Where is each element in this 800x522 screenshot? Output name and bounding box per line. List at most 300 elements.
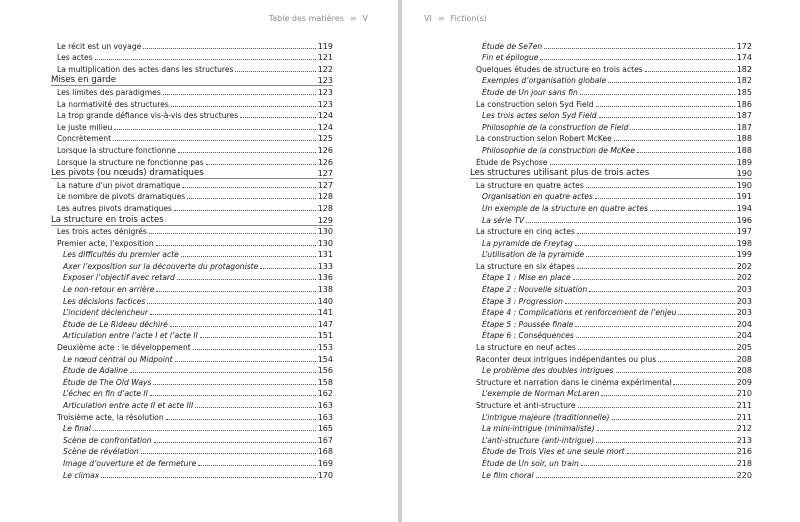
toc-entry	[51, 237, 333, 249]
toc-entry-page: 131	[317, 250, 333, 260]
toc-entry-title: La construction selon Robert McKee	[476, 134, 612, 144]
dot-leader	[650, 210, 735, 211]
toc-entry	[51, 272, 333, 284]
dot-leader	[576, 337, 735, 338]
dot-leader	[150, 395, 316, 396]
dot-leader	[93, 430, 316, 431]
toc-entry-page: 163	[317, 401, 333, 410]
toc-entry-title: Le récit est un voyage	[57, 41, 142, 51]
toc-entry	[51, 318, 333, 330]
toc-entry-page: 186	[736, 99, 752, 109]
dot-leader	[156, 245, 316, 246]
dot-leader	[630, 129, 734, 130]
toc-entry	[470, 144, 752, 156]
dot-leader	[141, 453, 316, 454]
toc-entry	[51, 307, 333, 319]
toc-entry	[51, 399, 333, 411]
dot-leader	[101, 477, 315, 478]
toc-entry-title: Fin et épilogue	[482, 53, 539, 63]
toc-entry-page: 188	[736, 134, 752, 144]
toc-entry-page: 130	[317, 227, 333, 237]
left-header-page-number: V	[362, 14, 368, 23]
toc-entry	[470, 295, 752, 307]
toc-entry	[51, 98, 333, 110]
dot-leader	[586, 256, 735, 257]
dot-leader	[658, 361, 735, 362]
toc-entry	[470, 98, 752, 110]
toc-entry-title: La trop grande défiance vis-à-vis des structures	[57, 111, 239, 121]
toc-entry-page: 128	[317, 203, 333, 213]
dot-leader	[580, 94, 735, 95]
toc-entry-title: Troisième acte, la résolution	[57, 412, 164, 422]
dot-leader	[114, 129, 315, 130]
toc-entry-title: Étape 1 : Mise en place	[482, 273, 571, 283]
toc-entry-page: 220	[736, 470, 752, 480]
toc-entry-title: Étude de Un jour sans fin	[482, 87, 578, 97]
toc-entry	[51, 330, 333, 342]
dot-leader	[627, 453, 735, 454]
toc-entry-title: Les décisions factices	[63, 296, 146, 306]
header-separator-icon: ≡	[437, 14, 445, 23]
toc-entry	[51, 423, 333, 435]
toc-entry	[51, 133, 333, 145]
left-running-header	[269, 14, 368, 23]
toc-entry-page: 130	[317, 238, 333, 248]
toc-entry	[470, 353, 752, 365]
toc-entry	[51, 260, 333, 272]
toc-entry-title: Articulation entre l’acte I et l’acte II	[63, 331, 198, 341]
toc-entry	[51, 365, 333, 377]
toc-entry-page: 190	[736, 180, 752, 190]
dot-leader	[616, 372, 735, 373]
toc-entry-title: La structure en cinq actes	[476, 227, 575, 237]
toc-entry-page: 213	[736, 435, 752, 445]
dot-leader	[586, 187, 735, 188]
toc-entry-page: 129	[317, 215, 333, 225]
toc-entry-page: 169	[317, 458, 333, 468]
toc-entry-page: 211	[736, 401, 752, 410]
toc-entry-title: Étude de Se7en	[482, 41, 543, 51]
toc-entry-title: La structure en neuf actes	[476, 343, 576, 353]
toc-entry	[51, 226, 333, 238]
toc-entry-title: L’exemple de Norman McLaren	[482, 389, 600, 399]
toc-entry-page: 162	[317, 389, 333, 399]
toc-entry-page: 124	[317, 111, 333, 121]
toc-entry-title: Les trois actes dénigrés	[57, 227, 147, 237]
toc-entry-page: 170	[317, 470, 333, 480]
toc-entry-title: Le final	[63, 424, 91, 434]
toc-entry	[51, 110, 333, 122]
toc-entry	[470, 110, 752, 122]
toc-entry-title: Étape 4 : Complications et renforcement de l’enjeu	[482, 308, 677, 318]
toc-entry-title: La multiplication des actes dans les structures	[57, 64, 234, 74]
toc-entry-title: Lorsque la structure fonctionne	[57, 145, 176, 155]
toc-entry	[51, 376, 333, 388]
left-header-title: Table des matières	[268, 14, 344, 23]
toc-entry-title: Les pivots (ou nœuds) dramatiques	[51, 168, 204, 179]
right-page	[402, 0, 800, 522]
toc-entry-page: 141	[317, 308, 333, 318]
toc-entry-title: Articulation entre acte II et acte III	[63, 401, 194, 410]
toc-entry-page: 174	[736, 53, 752, 63]
toc-entry-title: Scène de confrontation	[63, 435, 152, 445]
toc-entry-title: La structure en trois actes	[51, 214, 164, 225]
toc-entry-title: L’échec en fin d’acte II	[63, 389, 148, 399]
toc-entry-page: 204	[736, 331, 752, 341]
dot-leader	[608, 82, 735, 83]
toc-entry-page: 126	[317, 157, 333, 167]
toc-entry-title: Structure et narration dans le cinéma expérimental	[476, 377, 672, 387]
toc-entry-title: Organisation en quatre actes	[482, 192, 593, 202]
dot-leader	[166, 419, 316, 420]
toc-entry-page: 198	[736, 238, 752, 248]
dot-leader	[589, 291, 735, 292]
toc-entry-page: 138	[317, 285, 333, 295]
toc-entry-title: La pyramide de Freytag	[482, 238, 573, 248]
toc-entry-title: Un exemple de la structure en quatre actes	[482, 203, 648, 213]
toc-entry	[470, 365, 752, 377]
toc-entry-page: 190	[736, 169, 752, 179]
toc-entry-page: 124	[317, 122, 333, 132]
dot-leader	[596, 106, 735, 107]
toc-entry	[470, 411, 752, 423]
dot-leader	[175, 361, 316, 362]
toc-entry	[470, 214, 752, 226]
toc-entry	[51, 353, 333, 365]
toc-entry-page: 123	[317, 76, 333, 86]
toc-entry	[51, 191, 333, 203]
toc-entry	[51, 341, 333, 353]
dot-leader	[260, 268, 315, 269]
toc-entry	[470, 133, 752, 145]
toc-entry	[470, 179, 752, 191]
toc-entry-title: Premier acte, l’exposition	[57, 238, 154, 248]
dot-leader	[163, 94, 316, 95]
toc-entry-page: 167	[317, 435, 333, 445]
toc-entry-page: 153	[317, 343, 333, 353]
dot-leader	[645, 71, 735, 72]
toc-entry	[470, 75, 752, 87]
toc-entry-title: Axer l’exposition sur la découverte du protagoniste	[63, 261, 259, 271]
toc-entry	[470, 434, 752, 446]
toc-entry-title: La construction selon Syd Field	[476, 99, 594, 109]
dot-leader	[153, 384, 315, 385]
toc-entry-title: Mises en garde	[51, 75, 117, 86]
toc-entry	[470, 202, 752, 214]
toc-entry-page: 182	[736, 64, 752, 74]
toc-entry-title: Étude de Trois Vies et une seule mort	[482, 447, 625, 457]
dot-leader	[544, 48, 735, 49]
toc-entry-title: L’utilisation de la pyramide	[482, 250, 585, 260]
toc-entry-title: Les actes	[57, 53, 93, 63]
toc-entry	[470, 457, 752, 469]
dot-leader	[577, 233, 735, 234]
toc-entry	[51, 144, 333, 156]
toc-entry	[51, 469, 333, 481]
dot-leader	[113, 140, 316, 141]
toc-entry	[470, 52, 752, 64]
dot-leader	[637, 152, 735, 153]
dot-leader	[182, 187, 315, 188]
dot-leader	[154, 442, 316, 443]
toc-entry-page: 199	[736, 250, 752, 260]
toc-entry-title: Le film choral	[482, 470, 534, 480]
toc-entry-title: Philosophie de la construction de Field	[482, 122, 629, 132]
toc-entry-page: 165	[317, 424, 333, 434]
toc-entry-page: 163	[317, 412, 333, 422]
toc-entry-page: 212	[736, 424, 752, 434]
dot-leader	[577, 268, 735, 269]
dot-leader	[177, 279, 316, 280]
dot-leader	[614, 140, 735, 141]
toc-entry-title: Exposer l’objectif avec retard	[63, 273, 175, 283]
toc-entry	[51, 446, 333, 458]
toc-entry-title: La normativité des structures	[57, 99, 169, 109]
dot-leader	[575, 245, 735, 246]
toc-entry-page: 127	[317, 180, 333, 190]
toc-entry-title: Le non-retour en arrière	[63, 285, 155, 295]
toc-entry-page: 187	[736, 122, 752, 132]
toc-entry-title: Le problème des doubles intrigues	[482, 366, 614, 376]
toc-entry-page: 209	[736, 377, 752, 387]
toc-entry-title: Étape 3 : Progression	[482, 296, 563, 306]
toc-entry	[470, 318, 752, 330]
toc-entry	[470, 86, 752, 98]
dot-leader	[540, 59, 734, 60]
toc-entry-page: 140	[317, 296, 333, 306]
toc-entry-page: 128	[317, 192, 333, 202]
dot-leader	[178, 152, 316, 153]
toc-entry-page: 122	[317, 64, 333, 74]
toc-entry-title: Structure et anti-structure	[476, 401, 576, 410]
dot-leader	[156, 291, 315, 292]
toc-entry-title: Les limites des paradigmes	[57, 87, 161, 97]
toc-entry-page: 182	[736, 76, 752, 86]
toc-entry-title: Étude de Le Rideau déchiré	[63, 319, 168, 329]
toc-entry	[51, 75, 333, 87]
toc-entry-page: 158	[317, 377, 333, 387]
header-separator-icon: ≡	[349, 14, 357, 23]
toc-entry	[470, 121, 752, 133]
toc-entry	[51, 121, 333, 133]
toc-entry-title: Scène de révélation	[63, 447, 139, 457]
toc-entry-title: Étape 6 : Conséquences	[482, 331, 574, 341]
dot-leader	[195, 407, 315, 408]
toc-entry	[470, 423, 752, 435]
left-page	[0, 0, 398, 522]
left-toc-list	[51, 40, 333, 481]
toc-entry-title: Les structures utilisant plus de trois actes	[470, 168, 650, 179]
toc-entry-title: La mini-intrigue (minimaliste)	[482, 424, 595, 434]
toc-entry-title: Philosophie de la construction de McKee	[482, 145, 636, 155]
dot-leader	[171, 106, 316, 107]
toc-entry	[470, 260, 752, 272]
dot-leader	[193, 349, 316, 350]
toc-entry-page: 119	[317, 41, 333, 51]
toc-entry-page: 187	[736, 111, 752, 121]
dot-leader	[174, 210, 316, 211]
toc-entry-title: La structure en quatre actes	[476, 180, 584, 190]
dot-leader	[240, 117, 316, 118]
toc-entry-page: 202	[736, 273, 752, 283]
dot-leader	[130, 372, 316, 373]
toc-entry-page: 154	[317, 354, 333, 364]
toc-entry	[470, 330, 752, 342]
toc-entry-title: Deuxième acte : le développement	[57, 343, 191, 353]
toc-entry-title: Quelques études de structure en trois actes	[476, 64, 643, 74]
dot-leader	[612, 419, 735, 420]
toc-entry-title: L’anti-structure (anti-intrigue)	[482, 435, 595, 445]
dot-leader	[149, 233, 316, 234]
toc-entry-page: 151	[317, 331, 333, 341]
toc-entry-title: Raconter deux intrigues indépendantes ou plus	[476, 354, 657, 364]
dot-leader	[578, 407, 735, 408]
dot-leader	[595, 198, 735, 199]
toc-entry-page: 205	[736, 343, 752, 353]
toc-entry-title: Étape 5 : Poussée finale	[482, 319, 574, 329]
toc-entry-page: 125	[317, 134, 333, 144]
toc-entry-page: 147	[317, 319, 333, 329]
toc-entry-title: Étude de The Old Ways	[63, 377, 152, 387]
toc-entry-page: 194	[736, 203, 752, 213]
toc-entry	[51, 388, 333, 400]
dot-leader	[526, 222, 735, 223]
dot-leader	[235, 71, 315, 72]
toc-entry-title: Étude de Un soir, un train	[482, 458, 579, 468]
toc-entry	[470, 168, 752, 180]
toc-entry-title: Étude de Psychose	[476, 157, 548, 167]
toc-entry-title: Les difficultés du premier acte	[63, 250, 179, 260]
toc-entry	[470, 307, 752, 319]
right-header-page-number: VI	[424, 14, 432, 23]
dot-leader	[599, 117, 735, 118]
dot-leader	[147, 303, 315, 304]
toc-entry	[470, 469, 752, 481]
toc-entry-page: 156	[317, 366, 333, 376]
dot-leader	[170, 326, 316, 327]
toc-entry-title: La série TV	[482, 215, 525, 225]
toc-entry	[51, 63, 333, 75]
toc-entry	[470, 63, 752, 75]
toc-entry	[51, 295, 333, 307]
toc-entry	[470, 341, 752, 353]
toc-entry	[470, 237, 752, 249]
toc-entry-page: 208	[736, 366, 752, 376]
toc-entry-page: 189	[736, 157, 752, 167]
toc-entry-page: 196	[736, 215, 752, 225]
right-running-header	[424, 14, 487, 23]
toc-entry-page: 168	[317, 447, 333, 457]
toc-entry	[470, 283, 752, 295]
toc-entry-title: Les autres pivots dramatiques	[57, 203, 172, 213]
toc-entry	[51, 457, 333, 469]
right-toc-list	[470, 40, 752, 481]
toc-entry	[51, 156, 333, 168]
toc-entry	[470, 388, 752, 400]
dot-leader	[565, 303, 735, 304]
toc-entry-page: 211	[736, 412, 752, 422]
toc-entry	[51, 202, 333, 214]
dot-leader	[206, 164, 316, 165]
right-header-title: Fiction(s)	[450, 14, 487, 23]
toc-entry	[470, 249, 752, 261]
toc-entry-page: 188	[736, 145, 752, 155]
dot-leader	[678, 314, 734, 315]
dot-leader	[150, 314, 316, 315]
toc-entry	[51, 249, 333, 261]
toc-entry-title: Le climax	[63, 470, 100, 480]
dot-leader	[200, 337, 316, 338]
toc-entry	[470, 376, 752, 388]
toc-entry-title: L’incident déclencheur	[63, 308, 149, 318]
toc-entry-page: 123	[317, 99, 333, 109]
dot-leader	[581, 465, 735, 466]
toc-entry-page: 218	[736, 458, 752, 468]
dot-leader	[536, 477, 735, 478]
toc-entry	[51, 214, 333, 226]
toc-entry	[51, 168, 333, 180]
toc-entry-page: 121	[317, 53, 333, 63]
toc-entry	[470, 446, 752, 458]
toc-entry-page: 191	[736, 192, 752, 202]
dot-leader	[95, 59, 316, 60]
toc-entry-title: Étude de Adaline	[63, 366, 128, 376]
toc-entry-title: Étape 2 : Nouvelle situation	[482, 285, 588, 295]
toc-entry	[51, 52, 333, 64]
dot-leader	[187, 198, 316, 199]
toc-entry-page: 204	[736, 319, 752, 329]
toc-entry-page: 210	[736, 389, 752, 399]
toc-entry	[51, 283, 333, 295]
toc-entry-page: 127	[317, 169, 333, 179]
toc-entry-page: 208	[736, 354, 752, 364]
dot-leader	[198, 465, 315, 466]
toc-entry-page: 185	[736, 87, 752, 97]
dot-leader	[575, 326, 734, 327]
toc-entry-page: 203	[736, 285, 752, 295]
dot-leader	[596, 442, 734, 443]
toc-entry	[51, 179, 333, 191]
dot-leader	[601, 395, 734, 396]
toc-entry-title: Image d’ouverture et de fermeture	[63, 458, 197, 468]
toc-entry	[51, 411, 333, 423]
toc-entry	[51, 86, 333, 98]
toc-entry	[470, 226, 752, 238]
dot-leader	[597, 430, 735, 431]
toc-entry-page: 126	[317, 145, 333, 155]
dot-leader	[673, 384, 734, 385]
toc-entry-title: La structure en six étapes	[476, 261, 575, 271]
toc-entry-title: Exemples d’organisation globale	[482, 76, 607, 86]
dot-leader	[143, 48, 315, 49]
toc-entry-page: 202	[736, 261, 752, 271]
toc-entry-page: 203	[736, 296, 752, 306]
toc-entry	[470, 156, 752, 168]
dot-leader	[550, 164, 735, 165]
toc-entry-title: Concrètement	[57, 134, 112, 144]
toc-entry-title: Lorsque la structure ne fonctionne pas	[57, 157, 204, 167]
toc-entry	[470, 40, 752, 52]
toc-entry-page: 203	[736, 308, 752, 318]
toc-entry-title: La nature d’un pivot dramatique	[57, 180, 181, 190]
dot-leader	[181, 256, 316, 257]
toc-entry-title: Le nombre de pivots dramatiques	[57, 192, 186, 202]
toc-entry-page: 136	[317, 273, 333, 283]
toc-entry-page: 133	[317, 261, 333, 271]
toc-entry	[470, 272, 752, 284]
toc-entry-page: 172	[736, 41, 752, 51]
toc-entry-title: Le nœud central ou Midpoint	[63, 354, 173, 364]
